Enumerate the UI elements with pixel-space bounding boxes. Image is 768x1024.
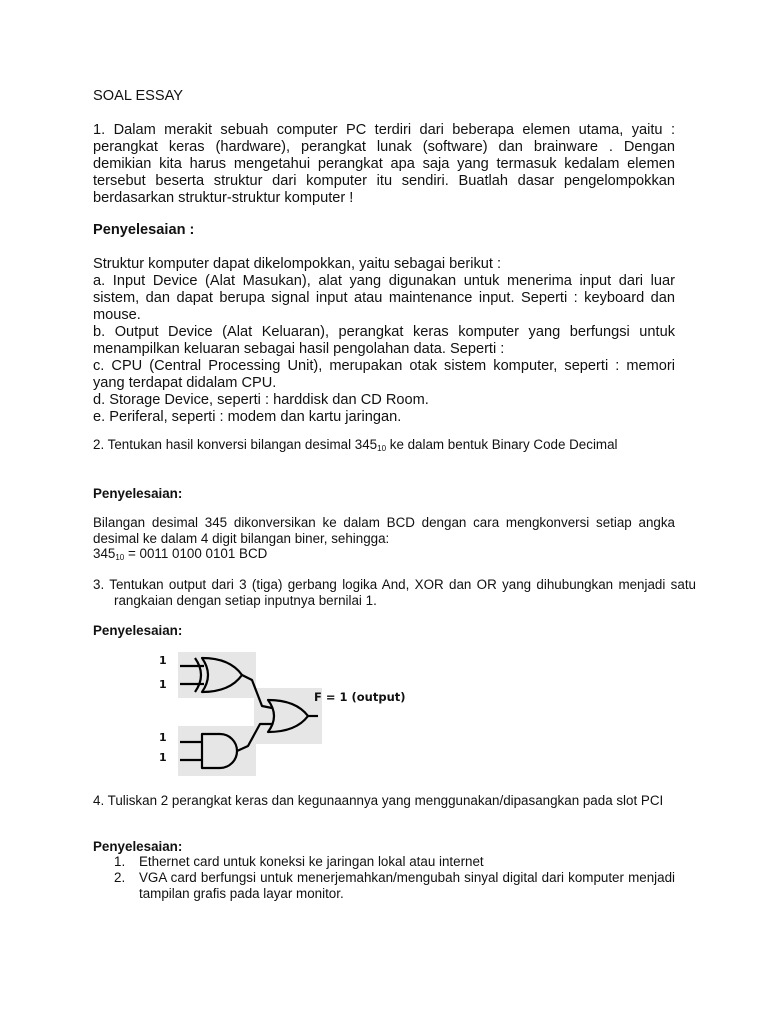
list-item-number: 2.	[114, 870, 126, 885]
q1-item-c: c. CPU (Central Processing Unit), merupakan otak sistem komputer, seperti : memori yang terdapat didalam CPU.	[93, 358, 675, 391]
list-item	[93, 854, 675, 870]
q2-result-value: = 0011 0100 0101 BCD	[124, 546, 268, 561]
q4-answer-heading: Penyelesaian:	[93, 839, 183, 854]
q1-item-e: e. Periferal, seperti : modem dan kartu jaringan.	[93, 409, 402, 425]
q2-subscript: 10	[377, 444, 387, 453]
output-label: F = 1 (output)	[314, 690, 406, 704]
q1-answer	[93, 256, 675, 426]
q4-answer-list	[93, 854, 675, 902]
q2-answer-heading: Penyelesaian:	[93, 486, 183, 501]
input-label-1: 1	[159, 654, 167, 667]
list-item-number: 1.	[114, 854, 126, 869]
q1-question: 1. Dalam merakit sebuah computer PC terdiri dari beberapa elemen utama, yaitu : perangkat keras (hardware), perangkat lunak (software) dan brainware . Dengan demikian kita harus mengetahui perangkat apa saja yang termasuk kedalam elemen tersebut beserta struktur dari komputer itu sendiri. Buatlah dasar pengelompokkan berdasarkan struktur-struktur komputer !	[93, 122, 675, 206]
list-item-text: VGA card berfungsi untuk menerjemahkan/mengubah sinyal digital dari komputer menjadi tampilan grafis pada layar monitor.	[139, 870, 675, 901]
input-label-4: 1	[159, 751, 167, 764]
q4-question: 4. Tuliskan 2 perangkat keras dan kegunaannya yang menggunakan/dipasangkan pada slot PCI	[93, 793, 664, 808]
input-label-3: 1	[159, 731, 167, 744]
list-item-text: Ethernet card untuk koneksi ke jaringan lokal atau internet	[139, 854, 484, 869]
q2-question	[93, 437, 675, 453]
q2-result	[93, 546, 675, 562]
list-item	[93, 870, 675, 902]
q3-question: 3. Tentukan output dari 3 (tiga) gerbang logika And, XOR dan OR yang dihubungkan menjadi satu rangkaian dengan setiap inputnya bernilai 1.	[93, 577, 696, 608]
q1-answer-heading: Penyelesaian :	[93, 222, 195, 238]
q2-result-base: 345	[93, 546, 116, 561]
input-label-2: 1	[159, 678, 167, 691]
document-heading: SOAL ESSAY	[93, 88, 184, 104]
q2-answer: Bilangan desimal 345 dikonversikan ke dalam BCD dengan cara mengkonversi setiap angka desimal ke dalam 4 digit bilangan biner, sehingga:	[93, 515, 675, 546]
q2-question-tail: ke dalam bentuk Binary Code Decimal	[386, 437, 618, 452]
logic-gate-diagram	[150, 650, 410, 780]
q1-item-b: b. Output Device (Alat Keluaran), perangkat keras komputer yang berfungsi untuk menampilkan keluaran sebagai hasil pengolahan data. Seperti :	[93, 324, 675, 357]
q3-answer-heading: Penyelesaian:	[93, 623, 183, 638]
q2-result-subscript: 10	[115, 553, 125, 562]
q2-question-text: 2. Tentukan hasil konversi bilangan desimal 345	[93, 437, 378, 452]
q1-item-a: a. Input Device (Alat Masukan), alat yang digunakan untuk menerima input dari luar sistem, dan dapat berupa signal input atau maintenance input. Seperti : keyboard dan mouse.	[93, 273, 675, 323]
q1-intro: Struktur komputer dapat dikelompokkan, yaitu sebagai berikut :	[93, 256, 502, 272]
q1-item-d: d. Storage Device, seperti : harddisk dan CD Room.	[93, 392, 429, 408]
